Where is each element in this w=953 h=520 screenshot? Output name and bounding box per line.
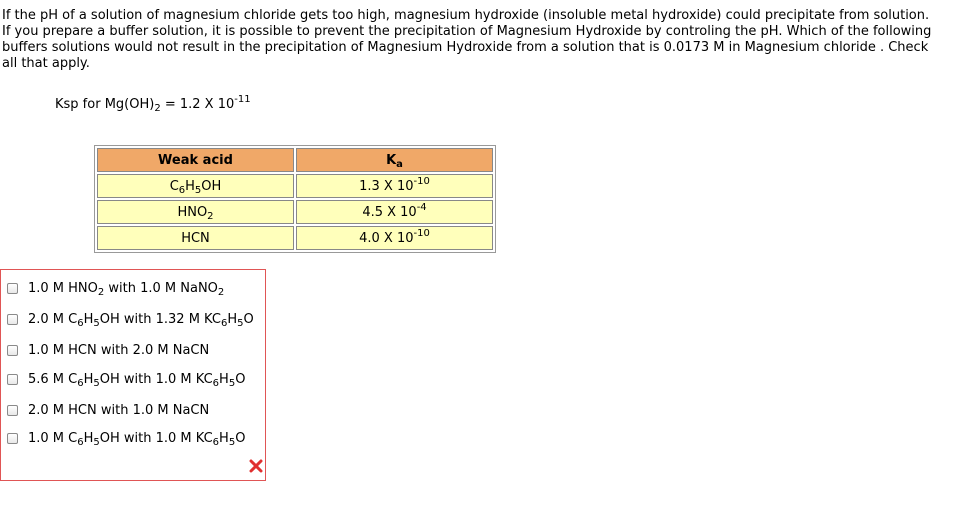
wrong-x-icon xyxy=(248,458,264,474)
choice-text: O xyxy=(235,430,246,446)
header-ka-subscript: a xyxy=(396,158,403,170)
acid-subscript: 2 xyxy=(207,210,214,222)
ka-exponent: -10 xyxy=(413,175,430,187)
answer-choices-box xyxy=(0,269,266,481)
choice-label xyxy=(28,312,254,327)
ka-cell xyxy=(296,174,493,198)
header-ka xyxy=(296,148,493,172)
acid-text: HCN xyxy=(181,230,210,246)
acid-cell xyxy=(97,174,294,198)
acid-text: C xyxy=(169,178,179,194)
checkbox[interactable] xyxy=(7,374,18,385)
choice-text: 1.0 M HNO xyxy=(28,280,98,296)
acid-text: HNO xyxy=(177,204,208,220)
acid-text: H xyxy=(185,178,195,194)
acid-subscript: 6 xyxy=(178,184,186,196)
header-weak-acid: Weak acid xyxy=(97,148,294,172)
question-text: If the pH of a solution of magnesium chloride gets too high, magnesium hydroxide (insoluble metal hydroxide) could precipitate from solution. If you prepare a buffer solution, it is possible to prevent the precipitation of Magnesium Hydroxide by controling the pH. Which of the following buffers solutions would not result in the precipitation of Magnesium Hydroxide from a solution that is 0.0173 M in Magnesium chloride . Check all that apply. xyxy=(2,8,932,71)
ksp-label-subscript: 2 xyxy=(154,103,161,114)
choice-text: H xyxy=(83,430,94,446)
choice-6[interactable] xyxy=(7,430,245,446)
choice-subscript: 2 xyxy=(217,286,225,298)
choice-text: OH with 1.0 M KC xyxy=(99,371,213,387)
choice-label: 1.0 M HCN with 2.0 M NaCN xyxy=(28,342,210,358)
choice-4[interactable] xyxy=(7,371,245,387)
header-ka-symbol: K xyxy=(386,152,397,168)
choice-subscript: 6 xyxy=(77,317,84,329)
choice-text: H xyxy=(227,311,238,327)
choice-label: 2.0 M HCN with 1.0 M NaCN xyxy=(28,402,210,418)
choice-text: 1.0 M C xyxy=(28,430,78,446)
choice-text: OH with 1.0 M KC xyxy=(99,430,213,446)
choice-subscript: 6 xyxy=(212,377,220,389)
choice-text: with 1.0 M NaNO xyxy=(104,280,218,296)
choice-label xyxy=(28,372,245,387)
table-row xyxy=(97,200,493,224)
ksp-value-exponent: -11 xyxy=(234,94,251,105)
ksp-statement xyxy=(55,96,251,114)
acid-subscript: 5 xyxy=(194,184,202,196)
ka-cell xyxy=(296,226,493,250)
checkbox[interactable] xyxy=(7,433,18,444)
checkbox[interactable] xyxy=(7,283,18,294)
table-header-row xyxy=(97,148,493,172)
choice-1[interactable] xyxy=(7,280,224,296)
choice-text: H xyxy=(219,430,229,446)
ka-value: 4.0 X 10 xyxy=(359,230,414,246)
ksp-value: 1.2 X 10 xyxy=(179,97,235,112)
choice-subscript: 5 xyxy=(93,377,100,389)
choice-text: 2.0 M C xyxy=(28,311,78,327)
choice-label xyxy=(28,281,224,296)
checkbox[interactable] xyxy=(7,345,18,356)
choice-subscript: 6 xyxy=(77,377,84,389)
choice-text: OH with 1.32 M KC xyxy=(99,311,221,327)
acid-cell xyxy=(97,200,294,224)
choice-5[interactable] xyxy=(7,402,209,418)
ksp-label: Ksp for Mg(OH) xyxy=(55,97,155,112)
choice-3[interactable] xyxy=(7,342,209,358)
choice-subscript: 6 xyxy=(77,436,84,448)
ka-exponent: -10 xyxy=(413,227,430,239)
choice-subscript: 5 xyxy=(228,377,236,389)
choice-text: 5.6 M C xyxy=(28,371,78,387)
choice-text: H xyxy=(83,311,94,327)
acid-cell xyxy=(97,226,294,250)
choice-text: O xyxy=(235,371,246,387)
weak-acid-table xyxy=(94,145,496,253)
choice-subscript: 5 xyxy=(93,317,100,329)
choice-subscript: 2 xyxy=(97,286,105,298)
table-row xyxy=(97,174,493,198)
table-row xyxy=(97,226,493,250)
ka-cell xyxy=(296,200,493,224)
choice-subscript: 5 xyxy=(228,436,236,448)
ka-value: 1.3 X 10 xyxy=(359,178,414,194)
choice-text: H xyxy=(219,371,229,387)
choice-text: O xyxy=(243,311,254,327)
choice-subscript: 6 xyxy=(220,317,228,329)
ksp-equals: = xyxy=(160,97,180,112)
choice-label xyxy=(28,431,245,446)
choice-subscript: 6 xyxy=(212,436,220,448)
checkbox[interactable] xyxy=(7,314,18,325)
choice-2[interactable] xyxy=(7,311,254,327)
choice-subscript: 5 xyxy=(237,317,244,329)
acid-text: OH xyxy=(201,178,222,194)
ka-value: 4.5 X 10 xyxy=(362,204,417,220)
choice-text: H xyxy=(83,371,94,387)
ka-exponent: -4 xyxy=(416,201,427,213)
choice-subscript: 5 xyxy=(93,436,100,448)
checkbox[interactable] xyxy=(7,405,18,416)
